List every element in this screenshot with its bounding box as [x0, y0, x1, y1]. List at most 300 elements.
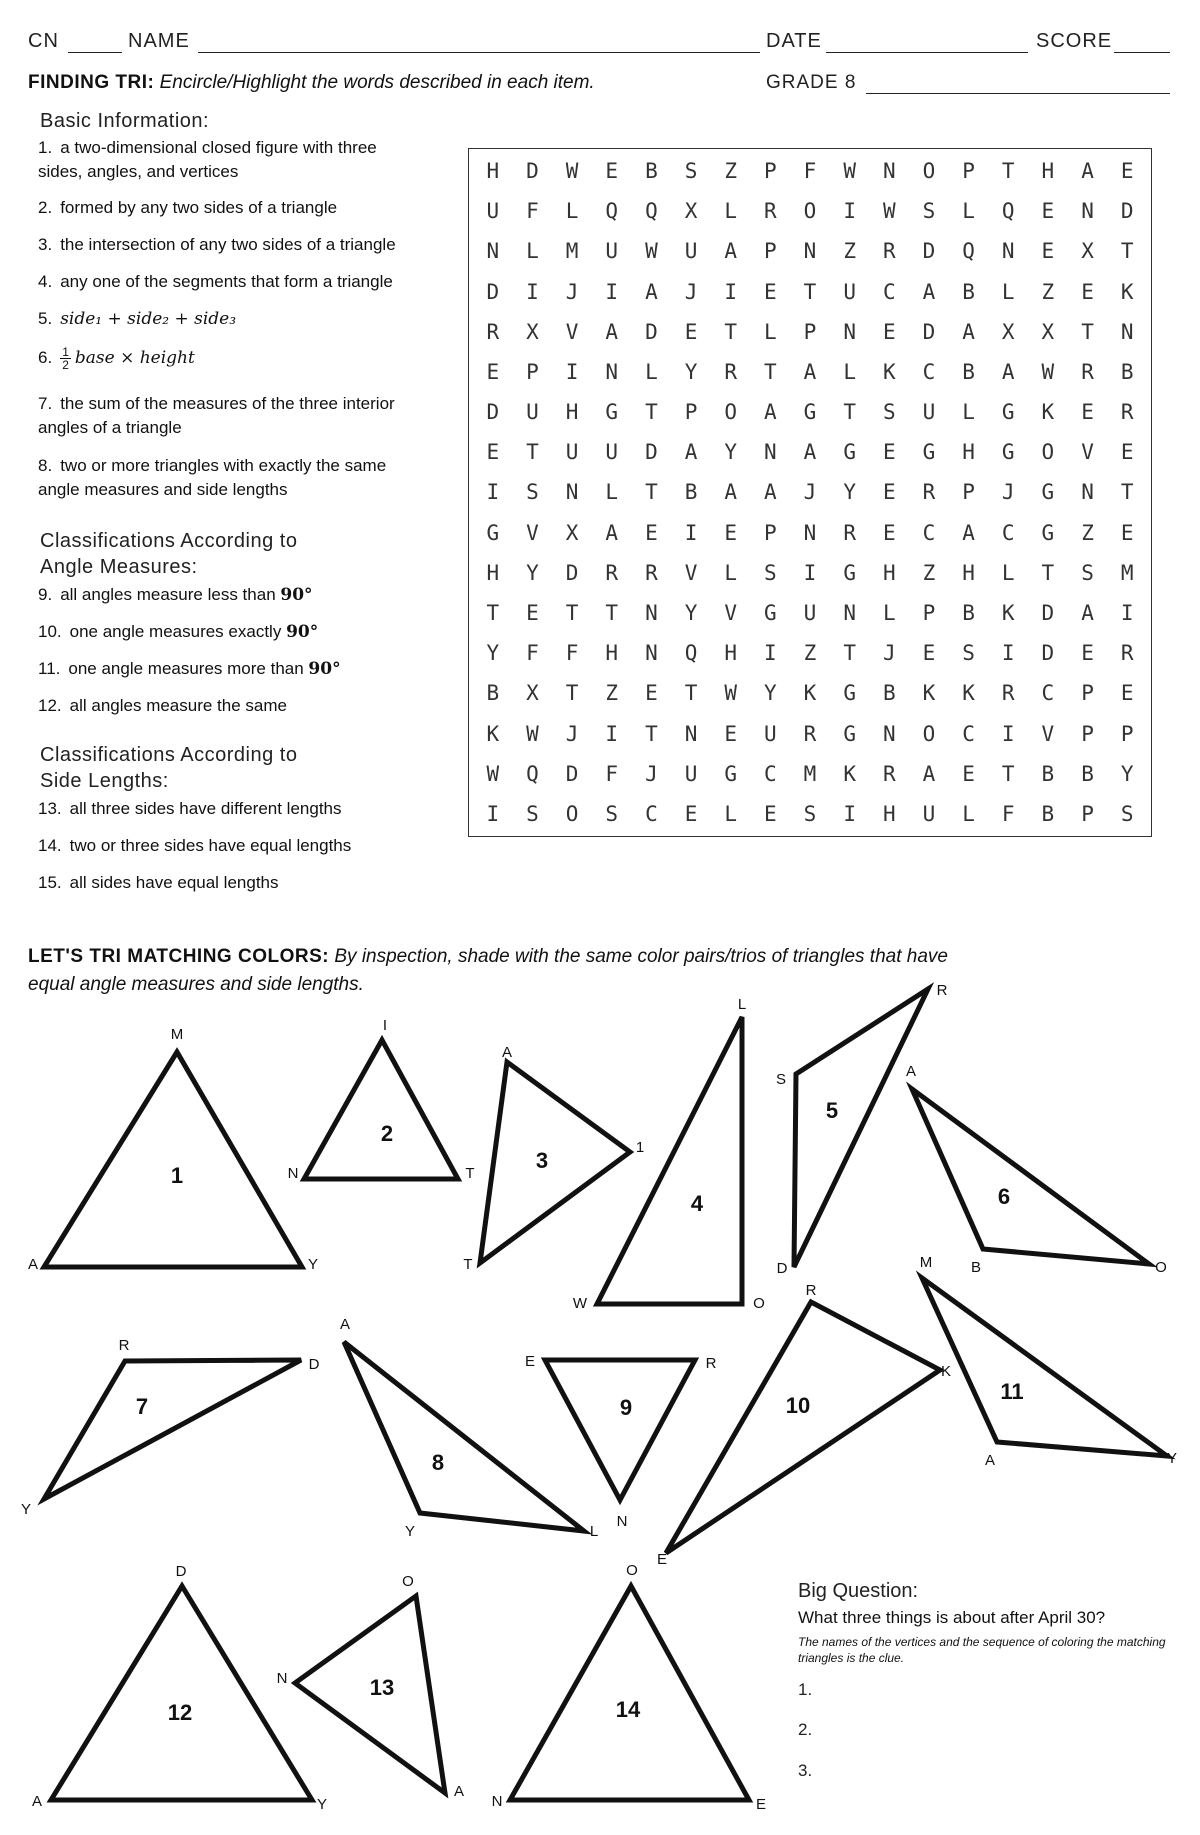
letter-cell[interactable]: G: [843, 440, 856, 465]
letter-cell[interactable]: X: [526, 681, 539, 706]
letter-cell[interactable]: A: [962, 520, 975, 545]
letter-cell[interactable]: T: [724, 319, 738, 344]
letter-cell[interactable]: L: [962, 199, 975, 224]
letter-cell[interactable]: L: [565, 199, 579, 224]
letter-cell[interactable]: D: [645, 319, 658, 344]
letter-cell[interactable]: Z: [724, 159, 738, 184]
letter-cell[interactable]: I: [565, 359, 579, 384]
letter-cell[interactable]: N: [843, 601, 856, 626]
letter-cell[interactable]: N: [882, 159, 896, 184]
answer-3[interactable]: 3.: [798, 1761, 813, 1780]
letter-cell[interactable]: G: [843, 721, 856, 746]
letter-cell[interactable]: J: [565, 721, 579, 746]
letter-cell[interactable]: E: [684, 801, 698, 826]
letter-cell[interactable]: A: [922, 761, 936, 786]
letter-cell[interactable]: D: [922, 239, 936, 264]
letter-cell[interactable]: C: [1001, 520, 1015, 545]
letter-cell[interactable]: E: [1081, 279, 1094, 304]
letter-cell[interactable]: K: [1041, 400, 1055, 425]
letter-cell[interactable]: N: [843, 319, 856, 344]
letter-cell[interactable]: V: [684, 560, 698, 585]
letter-cell[interactable]: L: [882, 601, 896, 626]
letter-cell[interactable]: S: [1081, 560, 1094, 585]
letter-cell[interactable]: G: [803, 400, 817, 425]
letter-cell[interactable]: C: [764, 761, 777, 786]
letter-cell[interactable]: R: [1120, 400, 1134, 425]
letter-cell[interactable]: L: [724, 801, 738, 826]
letter-cell[interactable]: O: [565, 801, 579, 826]
letter-cell[interactable]: Z: [843, 239, 856, 264]
letter-cell[interactable]: P: [1081, 681, 1094, 706]
letter-cell[interactable]: V: [1041, 721, 1055, 746]
letter-cell[interactable]: V: [1081, 440, 1094, 465]
letter-cell[interactable]: Y: [526, 560, 539, 585]
letter-cell[interactable]: G: [486, 520, 500, 545]
letter-cell[interactable]: L: [962, 400, 975, 425]
letter-cell[interactable]: T: [1120, 480, 1134, 505]
letter-cell[interactable]: L: [605, 480, 619, 505]
letter-cell[interactable]: P: [764, 520, 777, 545]
letter-cell[interactable]: N: [1001, 239, 1015, 264]
triangle-2[interactable]: [304, 1040, 458, 1179]
letter-cell[interactable]: W: [1041, 359, 1055, 384]
letter-cell[interactable]: B: [1081, 761, 1094, 786]
letter-cell[interactable]: N: [565, 480, 579, 505]
letter-cell[interactable]: A: [962, 319, 975, 344]
letter-cell[interactable]: B: [684, 480, 698, 505]
letter-cell[interactable]: R: [645, 560, 658, 585]
letter-cell[interactable]: E: [764, 801, 777, 826]
letter-cell[interactable]: Q: [1001, 199, 1015, 224]
letter-cell[interactable]: J: [684, 279, 698, 304]
letter-cell[interactable]: F: [526, 199, 539, 224]
letter-cell[interactable]: C: [962, 721, 975, 746]
letter-cell[interactable]: C: [882, 279, 896, 304]
letter-cell[interactable]: T: [645, 400, 658, 425]
letter-cell[interactable]: D: [645, 440, 658, 465]
letter-cell[interactable]: K: [803, 681, 817, 706]
letter-cell[interactable]: G: [1001, 400, 1015, 425]
letter-cell[interactable]: L: [1001, 279, 1015, 304]
letter-cell[interactable]: M: [565, 239, 579, 264]
letter-cell[interactable]: T: [645, 721, 658, 746]
letter-cell[interactable]: T: [1001, 761, 1015, 786]
letter-cell[interactable]: E: [1120, 440, 1134, 465]
answer-2[interactable]: 2.: [798, 1720, 813, 1739]
letter-cell[interactable]: T: [1001, 159, 1015, 184]
letter-cell[interactable]: P: [1081, 721, 1094, 746]
letter-cell[interactable]: P: [764, 239, 777, 264]
letter-cell[interactable]: P: [962, 480, 975, 505]
letter-cell[interactable]: L: [645, 359, 658, 384]
letter-cell[interactable]: Q: [526, 761, 539, 786]
letter-cell[interactable]: C: [922, 520, 936, 545]
letter-cell[interactable]: T: [803, 279, 817, 304]
letter-cell[interactable]: K: [922, 681, 936, 706]
triangle-5[interactable]: [794, 989, 928, 1267]
letter-cell[interactable]: F: [526, 641, 539, 666]
letter-cell[interactable]: Z: [1041, 279, 1055, 304]
letter-cell[interactable]: U: [486, 199, 500, 224]
letter-cell[interactable]: R: [1001, 681, 1015, 706]
triangle-1[interactable]: [44, 1052, 302, 1267]
letter-cell[interactable]: A: [645, 279, 658, 304]
letter-cell[interactable]: D: [1041, 601, 1055, 626]
letter-cell[interactable]: R: [486, 319, 500, 344]
letter-cell[interactable]: F: [1001, 801, 1015, 826]
letter-cell[interactable]: Y: [486, 641, 500, 666]
letter-cell[interactable]: S: [605, 801, 619, 826]
letter-cell[interactable]: G: [922, 440, 936, 465]
triangle-11[interactable]: [922, 1278, 1167, 1456]
letter-cell[interactable]: Y: [684, 359, 698, 384]
letter-cell[interactable]: A: [1081, 159, 1094, 184]
letter-cell[interactable]: B: [882, 681, 896, 706]
letter-cell[interactable]: S: [764, 560, 777, 585]
letter-cell[interactable]: E: [526, 601, 539, 626]
letter-cell[interactable]: V: [526, 520, 539, 545]
letter-cell[interactable]: Q: [645, 199, 658, 224]
letter-cell[interactable]: I: [1120, 601, 1134, 626]
letter-cell[interactable]: N: [764, 440, 777, 465]
letter-cell[interactable]: G: [1041, 520, 1055, 545]
letter-cell[interactable]: I: [605, 721, 619, 746]
letter-cell[interactable]: S: [882, 400, 896, 425]
letter-cell[interactable]: A: [1081, 601, 1094, 626]
letter-cell[interactable]: L: [962, 801, 975, 826]
letter-cell[interactable]: U: [526, 400, 539, 425]
letter-cell[interactable]: J: [645, 761, 658, 786]
letter-cell[interactable]: N: [803, 239, 817, 264]
letter-cell[interactable]: E: [724, 721, 738, 746]
letter-cell[interactable]: D: [565, 761, 579, 786]
letter-cell[interactable]: X: [1001, 319, 1015, 344]
letter-cell[interactable]: N: [645, 641, 658, 666]
letter-cell[interactable]: R: [843, 520, 856, 545]
letter-cell[interactable]: E: [1120, 520, 1134, 545]
letter-cell[interactable]: Q: [962, 239, 975, 264]
letter-cell[interactable]: L: [724, 560, 738, 585]
letter-cell[interactable]: E: [922, 641, 936, 666]
letter-cell[interactable]: G: [605, 400, 619, 425]
letter-cell[interactable]: G: [843, 560, 856, 585]
letter-cell[interactable]: Y: [724, 440, 738, 465]
letter-cell[interactable]: F: [605, 761, 619, 786]
letter-cell[interactable]: X: [1041, 319, 1055, 344]
letter-cell[interactable]: W: [724, 681, 738, 706]
letter-cell[interactable]: H: [486, 159, 500, 184]
letter-cell[interactable]: R: [1081, 359, 1094, 384]
letter-cell[interactable]: S: [803, 801, 817, 826]
answer-1[interactable]: 1.: [798, 1680, 813, 1699]
letter-cell[interactable]: F: [565, 641, 579, 666]
letter-cell[interactable]: H: [724, 641, 738, 666]
letter-cell[interactable]: O: [803, 199, 817, 224]
letter-cell[interactable]: H: [882, 560, 896, 585]
letter-cell[interactable]: B: [1120, 359, 1134, 384]
letter-cell[interactable]: E: [1041, 199, 1055, 224]
letter-cell[interactable]: W: [882, 199, 896, 224]
letter-cell[interactable]: H: [605, 641, 619, 666]
letter-cell[interactable]: K: [843, 761, 856, 786]
letter-cell[interactable]: N: [1120, 319, 1134, 344]
letter-cell[interactable]: A: [803, 359, 817, 384]
letter-cell[interactable]: E: [486, 359, 500, 384]
letter-cell[interactable]: T: [1120, 239, 1134, 264]
letter-cell[interactable]: V: [565, 319, 579, 344]
letter-cell[interactable]: G: [1041, 480, 1055, 505]
letter-cell[interactable]: I: [605, 279, 619, 304]
letter-cell[interactable]: G: [1001, 440, 1015, 465]
letter-cell[interactable]: B: [962, 601, 975, 626]
letter-cell[interactable]: K: [1120, 279, 1134, 304]
letter-cell[interactable]: T: [605, 601, 619, 626]
letter-cell[interactable]: B: [645, 159, 658, 184]
letter-cell[interactable]: E: [684, 319, 698, 344]
letter-cell[interactable]: Q: [605, 199, 619, 224]
letter-cell[interactable]: O: [922, 721, 936, 746]
letter-cell[interactable]: N: [605, 359, 619, 384]
letter-cell[interactable]: Y: [684, 601, 698, 626]
triangle-10[interactable]: [666, 1302, 940, 1553]
letter-cell[interactable]: I: [843, 801, 856, 826]
letter-cell[interactable]: E: [605, 159, 619, 184]
letter-cell[interactable]: Z: [605, 681, 619, 706]
letter-cell[interactable]: R: [1120, 641, 1134, 666]
letter-cell[interactable]: X: [526, 319, 539, 344]
letter-cell[interactable]: D: [486, 279, 500, 304]
letter-cell[interactable]: E: [1120, 681, 1134, 706]
letter-cell[interactable]: E: [724, 520, 738, 545]
letter-cell[interactable]: I: [764, 641, 777, 666]
letter-cell[interactable]: W: [526, 721, 539, 746]
letter-cell[interactable]: X: [565, 520, 579, 545]
letter-cell[interactable]: L: [526, 239, 539, 264]
letter-cell[interactable]: G: [764, 601, 777, 626]
letter-cell[interactable]: B: [1041, 761, 1055, 786]
letter-cell[interactable]: X: [684, 199, 698, 224]
letter-cell[interactable]: M: [1120, 560, 1134, 585]
letter-cell[interactable]: S: [526, 480, 539, 505]
letter-cell[interactable]: N: [1081, 199, 1094, 224]
letter-cell[interactable]: I: [803, 560, 817, 585]
letter-cell[interactable]: A: [764, 400, 777, 425]
letter-cell[interactable]: E: [764, 279, 777, 304]
letter-cell[interactable]: V: [724, 601, 738, 626]
letter-cell[interactable]: P: [526, 359, 539, 384]
letter-cell[interactable]: U: [605, 440, 619, 465]
letter-cell[interactable]: K: [486, 721, 500, 746]
triangle-6[interactable]: [912, 1089, 1149, 1264]
letter-cell[interactable]: O: [1041, 440, 1055, 465]
letter-cell[interactable]: D: [526, 159, 539, 184]
letter-cell[interactable]: N: [1081, 480, 1094, 505]
letter-cell[interactable]: S: [1120, 801, 1134, 826]
letter-cell[interactable]: X: [1081, 239, 1094, 264]
letter-cell[interactable]: I: [1001, 721, 1015, 746]
letter-cell[interactable]: E: [645, 681, 658, 706]
letter-cell[interactable]: P: [1120, 721, 1134, 746]
letter-cell[interactable]: Y: [764, 681, 777, 706]
letter-cell[interactable]: I: [724, 279, 738, 304]
letter-cell[interactable]: D: [922, 319, 936, 344]
letter-cell[interactable]: A: [684, 440, 698, 465]
letter-cell[interactable]: D: [1041, 641, 1055, 666]
letter-cell[interactable]: U: [803, 601, 817, 626]
letter-cell[interactable]: N: [684, 721, 698, 746]
letter-cell[interactable]: W: [645, 239, 658, 264]
letter-cell[interactable]: H: [882, 801, 896, 826]
triangle-14[interactable]: [510, 1586, 749, 1800]
letter-cell[interactable]: L: [764, 319, 777, 344]
letter-cell[interactable]: E: [1120, 159, 1134, 184]
letter-cell[interactable]: A: [724, 239, 738, 264]
letter-cell[interactable]: A: [764, 480, 777, 505]
letter-cell[interactable]: B: [962, 279, 975, 304]
letter-cell[interactable]: R: [803, 721, 817, 746]
letter-cell[interactable]: H: [1041, 159, 1055, 184]
letter-cell[interactable]: G: [724, 761, 738, 786]
letter-cell[interactable]: L: [843, 359, 856, 384]
letter-cell[interactable]: G: [843, 681, 856, 706]
letter-cell[interactable]: N: [645, 601, 658, 626]
letter-cell[interactable]: N: [882, 721, 896, 746]
triangle-7[interactable]: [44, 1360, 301, 1499]
letter-cell[interactable]: T: [1041, 560, 1055, 585]
letter-cell[interactable]: I: [486, 801, 500, 826]
letter-cell[interactable]: I: [526, 279, 539, 304]
letter-cell[interactable]: K: [962, 681, 975, 706]
letter-cell[interactable]: B: [1041, 801, 1055, 826]
letter-cell[interactable]: J: [565, 279, 579, 304]
letter-cell[interactable]: A: [1001, 359, 1015, 384]
letter-cell[interactable]: H: [962, 560, 975, 585]
letter-cell[interactable]: T: [645, 480, 658, 505]
letter-cell[interactable]: E: [1081, 400, 1094, 425]
letter-cell[interactable]: E: [1081, 641, 1094, 666]
letter-cell[interactable]: I: [843, 199, 856, 224]
letter-cell[interactable]: K: [882, 359, 896, 384]
letter-cell[interactable]: O: [922, 159, 936, 184]
letter-cell[interactable]: A: [922, 279, 936, 304]
letter-cell[interactable]: A: [605, 520, 619, 545]
letter-cell[interactable]: B: [486, 681, 500, 706]
letter-cell[interactable]: P: [803, 319, 817, 344]
letter-cell[interactable]: P: [684, 400, 698, 425]
letter-cell[interactable]: C: [645, 801, 658, 826]
letter-cell[interactable]: I: [684, 520, 698, 545]
letter-cell[interactable]: C: [922, 359, 936, 384]
letter-cell[interactable]: R: [882, 239, 896, 264]
letter-cell[interactable]: H: [565, 400, 579, 425]
letter-cell[interactable]: J: [882, 641, 896, 666]
letter-cell[interactable]: R: [764, 199, 777, 224]
letter-cell[interactable]: L: [724, 199, 738, 224]
letter-cell[interactable]: N: [803, 520, 817, 545]
letter-cell[interactable]: R: [922, 480, 936, 505]
letter-cell[interactable]: F: [803, 159, 817, 184]
letter-cell[interactable]: T: [843, 641, 856, 666]
letter-cell[interactable]: M: [803, 761, 817, 786]
letter-cell[interactable]: T: [486, 601, 500, 626]
letter-cell[interactable]: S: [684, 159, 698, 184]
letter-cell[interactable]: E: [1041, 239, 1055, 264]
letter-cell[interactable]: T: [1081, 319, 1094, 344]
letter-cell[interactable]: O: [724, 400, 738, 425]
letter-cell[interactable]: U: [684, 239, 698, 264]
letter-cell[interactable]: A: [605, 319, 619, 344]
letter-cell[interactable]: U: [764, 721, 777, 746]
letter-cell[interactable]: Z: [922, 560, 936, 585]
letter-cell[interactable]: U: [922, 400, 936, 425]
letter-cell[interactable]: E: [486, 440, 500, 465]
letter-cell[interactable]: J: [1001, 480, 1015, 505]
letter-cell[interactable]: K: [1001, 601, 1015, 626]
triangle-9[interactable]: [545, 1360, 695, 1500]
letter-cell[interactable]: W: [565, 159, 579, 184]
letter-cell[interactable]: H: [486, 560, 500, 585]
letter-cell[interactable]: N: [486, 239, 500, 264]
letter-cell[interactable]: U: [684, 761, 698, 786]
letter-cell[interactable]: T: [565, 601, 579, 626]
letter-cell[interactable]: Z: [1081, 520, 1094, 545]
letter-cell[interactable]: Y: [843, 480, 856, 505]
letter-cell[interactable]: S: [526, 801, 539, 826]
letter-cell[interactable]: E: [882, 440, 896, 465]
letter-cell[interactable]: T: [526, 440, 539, 465]
letter-cell[interactable]: A: [803, 440, 817, 465]
letter-cell[interactable]: C: [1041, 681, 1055, 706]
letter-cell[interactable]: E: [882, 520, 896, 545]
letter-cell[interactable]: Q: [684, 641, 698, 666]
triangle-3[interactable]: [480, 1062, 630, 1263]
letter-cell[interactable]: R: [724, 359, 738, 384]
letter-cell[interactable]: S: [922, 199, 936, 224]
letter-cell[interactable]: E: [882, 319, 896, 344]
letter-cell[interactable]: P: [922, 601, 936, 626]
letter-cell[interactable]: T: [764, 359, 777, 384]
letter-cell[interactable]: P: [962, 159, 975, 184]
letter-cell[interactable]: S: [962, 641, 975, 666]
letter-cell[interactable]: W: [486, 761, 500, 786]
letter-cell[interactable]: T: [843, 400, 856, 425]
letter-cell[interactable]: L: [1001, 560, 1015, 585]
letter-cell[interactable]: E: [645, 520, 658, 545]
letter-cell[interactable]: B: [962, 359, 975, 384]
letter-cell[interactable]: U: [922, 801, 936, 826]
letter-cell[interactable]: P: [764, 159, 777, 184]
letter-cell[interactable]: D: [565, 560, 579, 585]
letter-cell[interactable]: H: [962, 440, 975, 465]
triangle-12[interactable]: [51, 1586, 312, 1800]
letter-cell[interactable]: U: [565, 440, 579, 465]
letter-cell[interactable]: J: [803, 480, 817, 505]
letter-cell[interactable]: R: [605, 560, 619, 585]
letter-cell[interactable]: I: [1001, 641, 1015, 666]
letter-cell[interactable]: U: [843, 279, 856, 304]
letter-cell[interactable]: W: [843, 159, 856, 184]
letter-cell[interactable]: U: [605, 239, 619, 264]
letter-cell[interactable]: D: [1120, 199, 1134, 224]
letter-cell[interactable]: E: [962, 761, 975, 786]
letter-cell[interactable]: E: [882, 480, 896, 505]
letter-cell[interactable]: T: [684, 681, 698, 706]
letter-cell[interactable]: Y: [1120, 761, 1134, 786]
letter-cell[interactable]: D: [486, 400, 500, 425]
letter-cell[interactable]: R: [882, 761, 896, 786]
letter-cell[interactable]: I: [486, 480, 500, 505]
letter-cell[interactable]: Z: [803, 641, 817, 666]
